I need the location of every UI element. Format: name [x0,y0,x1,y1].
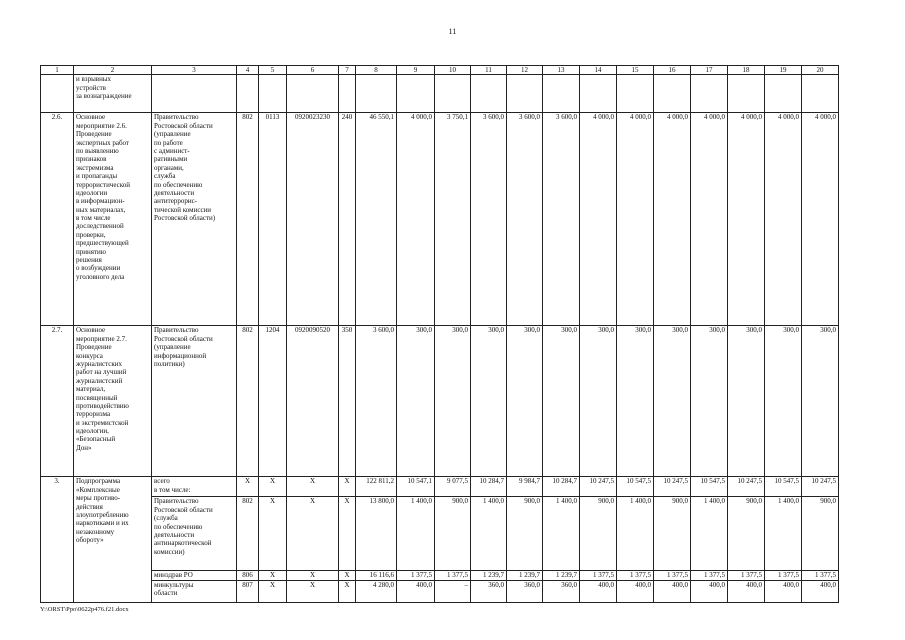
code-cell: 807 [237,580,259,602]
column-number: 20 [802,66,839,75]
amount-cell: 300,0 [654,326,691,477]
amount-cell [397,75,435,113]
column-number: 11 [471,66,507,75]
code-cell: 0113 [259,113,287,326]
code-cell: 350 [339,326,356,477]
amount-cell: 900,0 [654,497,691,571]
amount-cell: 10 247,5 [580,477,617,497]
amount-cell: 1 377,5 [397,571,435,580]
column-number: 5 [259,66,287,75]
amount-cell [580,75,617,113]
code-cell: Х [287,477,339,497]
amount-cell: 4 000,0 [654,113,691,326]
code-cell: Х [237,477,259,497]
amount-cell: 3 600,0 [507,113,543,326]
column-number: 13 [543,66,580,75]
table-row [41,75,839,113]
column-number: 3 [152,66,237,75]
code-cell: Х [339,571,356,580]
amount-cell: 1 400,0 [691,497,728,571]
executor-cell: минкультуры области [152,580,237,602]
amount-cell: 400,0 [691,580,728,602]
amount-cell: 300,0 [580,326,617,477]
amount-cell: 300,0 [691,326,728,477]
amount-cell: 900,0 [580,497,617,571]
executor-cell: Правительство Ростовской области (управление информационной политики) [152,326,237,477]
amount-cell [802,75,839,113]
table-row [41,580,839,602]
amount-cell: 1 377,5 [654,571,691,580]
column-number: 16 [654,66,691,75]
amount-cell: 300,0 [397,326,435,477]
amount-cell: 4 000,0 [617,113,654,326]
amount-cell: 4 000,0 [728,113,765,326]
code-cell: Х [287,497,339,571]
activity-name-cell: Подпрограмма «Комплексные меры противо- действия злоупотреблению наркотиками и их незаконному обороту» [74,477,152,602]
column-number: 15 [617,66,654,75]
amount-cell: 400,0 [728,580,765,602]
amount-cell: 300,0 [765,326,802,477]
executor-cell: Правительство Ростовской области (управление по работе с админист- ративными органами, служба по обеспечению деятельности антитеррорис- тической комиссии Ростовской области) [152,113,237,326]
column-number: 12 [507,66,543,75]
amount-cell: 400,0 [580,580,617,602]
code-cell: 802 [237,326,259,477]
activity-name-cell: Основное мероприятие 2.7. Проведение конкурса журналистских работ на лучший журналистский материал, посвященный противодействию терроризма и экстремистской идеологии, «Безопасный Дон» [74,326,152,477]
amount-cell: 4 000,0 [802,113,839,326]
amount-cell [654,75,691,113]
amount-cell: 3 600,0 [543,113,580,326]
amount-cell: 1 239,7 [543,571,580,580]
code-cell: 0920090520 [287,326,339,477]
table-row [41,113,839,326]
table-row [41,497,839,571]
column-number: 10 [435,66,471,75]
amount-cell: 360,0 [471,580,507,602]
amount-cell: 300,0 [543,326,580,477]
amount-cell: 900,0 [507,497,543,571]
amount-cell: 400,0 [802,580,839,602]
amount-cell: 10 547,5 [617,477,654,497]
amount-cell: 10 284,7 [471,477,507,497]
code-cell: Х [339,497,356,571]
activity-name-cell: Основное мероприятие 2.6. Проведение экспертных работ по выявлению признаков экстремизма и пропаганды террористической идеологии в информацион- ных материалах, в том числе доследственной проверки, предшествующей принятию решения о возбуждении уголовного дела [74,113,152,326]
amount-cell: 1 400,0 [397,497,435,571]
amount-cell: 10 547,5 [691,477,728,497]
amount-cell [356,75,397,113]
amount-cell: 4 000,0 [397,113,435,326]
row-number-cell: 2.7. [41,326,74,477]
amount-cell [728,75,765,113]
amount-cell: 3 600,0 [356,326,397,477]
column-number: 2 [74,66,152,75]
row-number-cell [41,75,74,113]
amount-cell: 1 400,0 [543,497,580,571]
executor-cell [152,75,237,113]
amount-cell: 10 547,1 [397,477,435,497]
amount-cell: 10 284,7 [543,477,580,497]
code-cell: 1204 [259,326,287,477]
amount-cell: 300,0 [507,326,543,477]
column-number-row [41,66,839,75]
code-cell [237,75,259,113]
amount-cell: 300,0 [802,326,839,477]
file-path-footer: Y:\ORST\Ppo\0622p476.f21.docx [40,606,129,613]
code-cell: 240 [339,113,356,326]
amount-cell: 13 800,0 [356,497,397,571]
amount-cell [435,75,471,113]
amount-cell: 1 377,5 [802,571,839,580]
amount-cell: 10 247,5 [728,477,765,497]
amount-cell: 1 400,0 [471,497,507,571]
amount-cell: 16 116,6 [356,571,397,580]
column-number: 14 [580,66,617,75]
amount-cell: 4 280,0 [356,580,397,602]
amount-cell: 300,0 [617,326,654,477]
code-cell: Х [339,580,356,602]
code-cell: Х [259,497,287,571]
amount-cell: 400,0 [765,580,802,602]
amount-cell: 1 377,5 [617,571,654,580]
amount-cell: 9 984,7 [507,477,543,497]
code-cell: Х [259,477,287,497]
budget-table [40,65,839,603]
amount-cell [617,75,654,113]
code-cell: 0920023230 [287,113,339,326]
table-row [41,477,839,497]
amount-cell: 4 000,0 [580,113,617,326]
amount-cell: 3 600,0 [471,113,507,326]
row-number-cell: 3. [41,477,74,602]
executor-cell: Правительство Ростовской области (служба по обеспечению деятельности антинаркотической комиссии) [152,497,237,571]
amount-cell: 1 377,5 [435,571,471,580]
column-number: 4 [237,66,259,75]
amount-cell: 1 400,0 [765,497,802,571]
amount-cell: 400,0 [397,580,435,602]
amount-cell: 1 400,0 [617,497,654,571]
code-cell: Х [287,571,339,580]
activity-name-cell: и взрывных устройств за вознаграждение [74,75,152,113]
amount-cell: 122 811,2 [356,477,397,497]
amount-cell: 1 377,5 [765,571,802,580]
amount-cell: 1 377,5 [580,571,617,580]
table-row [41,326,839,477]
page-number: 11 [448,27,457,36]
amount-cell: 1 239,7 [471,571,507,580]
amount-cell: 1 239,7 [507,571,543,580]
amount-cell: 4 000,0 [765,113,802,326]
amount-cell [765,75,802,113]
column-number: 18 [728,66,765,75]
table-row [41,571,839,580]
code-cell: 802 [237,113,259,326]
code-cell: 802 [237,497,259,571]
amount-cell: – [435,580,471,602]
column-number: 17 [691,66,728,75]
code-cell: Х [339,477,356,497]
amount-cell: 3 750,1 [435,113,471,326]
amount-cell [691,75,728,113]
amount-cell: 400,0 [617,580,654,602]
amount-cell: 10 547,5 [765,477,802,497]
column-number: 6 [287,66,339,75]
code-cell [339,75,356,113]
amount-cell: 1 377,5 [691,571,728,580]
code-cell: 806 [237,571,259,580]
amount-cell: 46 550,1 [356,113,397,326]
amount-cell: 900,0 [802,497,839,571]
amount-cell: 900,0 [435,497,471,571]
amount-cell [507,75,543,113]
executor-cell: всего в том числе: [152,477,237,497]
amount-cell [543,75,580,113]
code-cell [259,75,287,113]
code-cell [287,75,339,113]
code-cell: Х [259,580,287,602]
executor-cell: минздрав РО [152,571,237,580]
amount-cell: 1 377,5 [728,571,765,580]
amount-cell: 360,0 [543,580,580,602]
amount-cell: 9 077,5 [435,477,471,497]
amount-cell: 300,0 [728,326,765,477]
amount-cell: 360,0 [507,580,543,602]
amount-cell: 10 247,5 [654,477,691,497]
amount-cell: 300,0 [471,326,507,477]
amount-cell: 400,0 [654,580,691,602]
code-cell: Х [287,580,339,602]
amount-cell [471,75,507,113]
column-number: 1 [41,66,74,75]
code-cell: Х [259,571,287,580]
column-number: 9 [397,66,435,75]
column-number: 7 [339,66,356,75]
amount-cell: 300,0 [435,326,471,477]
amount-cell: 10 247,5 [802,477,839,497]
row-number-cell: 2.6. [41,113,74,326]
amount-cell: 4 000,0 [691,113,728,326]
column-number: 8 [356,66,397,75]
amount-cell: 900,0 [728,497,765,571]
column-number: 19 [765,66,802,75]
